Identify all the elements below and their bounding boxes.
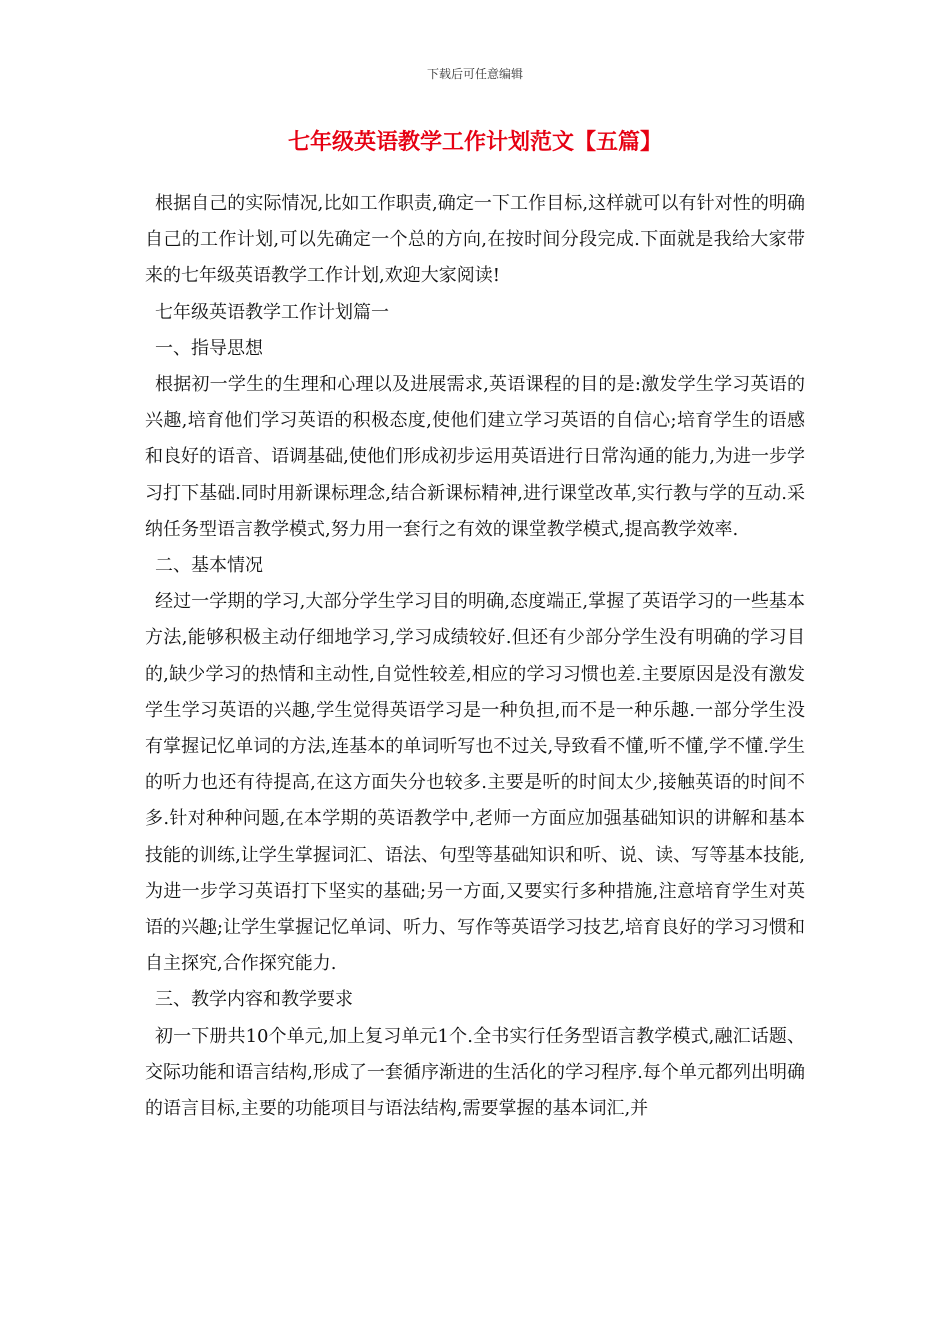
section-heading-part-one: 七年级英语教学工作计划篇一 (155, 301, 389, 323)
paragraph-basic-situation: 经过一学期的学习,大部分学生学习目的明确,态度端正,掌握了英语学习的一些基本方法,能够积极主动仔细地学习,学习成绩较好.但还有少部分学生没有明确的学习目的,缺少学习的热情和主动性,自觉性较差,相应的学习习惯也差.主要原因是没有激发学生学习英语的兴趣,学生觉得英语学习是一种负担,而不是一种乐趣.一部分学生没有掌握记忆单词的方法,连基本的单词听写也不过关,导致看不懂,听不懂,学不懂.学生的听力也还有待提高,在这方面失分也较多.主要是听的时间太少,接触英语的时间不多.针对种种问题,在本学期的英语教学中,老师一方面应加强基础知识的讲解和基本技能的训练,让学生掌握词汇、语法、句型等基础知识和听、说、读、写等基本技能,为进一步学习英语打下坚实的基础;另一方面,又要实行多种措施,注意培育学生对英语的兴趣;让学生掌握记忆单词、听力、写作等英语学习技艺,培育良好的学习习惯和自主探究,合作探究能力. (145, 591, 805, 975)
section-heading-basic-situation: 二、基本情况 (155, 555, 263, 577)
paragraph-guiding-ideology: 根据初一学生的生理和心理以及进展需求,英语课程的目的是:激发学生学习英语的兴趣,培育他们学习英语的积极态度,使他们建立学习英语的自信心;培育学生的语感和良好的语音、语调基础,使他们形成初步运用英语进行日常沟通的能力,为进一步学习打下基础.同时用新课标理念,结合新课标精神,进行课堂改革,实行教与学的互动.采纳任务型语言教学模式,努力用一套行之有效的课堂教学模式,提高教学效率. (145, 374, 805, 540)
document-body (145, 186, 805, 1127)
intro-paragraph: 根据自己的实际情况,比如工作职责,确定一下工作目标,这样就可以有针对性的明确自己的工作计划,可以先确定一个总的方向,在按时间分段完成.下面就是我给大家带来的七年级英语教学工作计划,欢迎大家阅读! (145, 193, 805, 287)
document-title: 七年级英语教学工作计划范文【五篇】 (287, 129, 662, 155)
section-heading-guiding-ideology: 一、指导思想 (155, 337, 263, 359)
section-heading-teaching-content: 三、教学内容和教学要求 (155, 989, 353, 1011)
paragraph-teaching-content: 初一下册共10个单元,加上复习单元1个.全书实行任务型语言教学模式,融汇话题、交际功能和语言结构,形成了一套循序渐进的生活化的学习程序.每个单元都列出明确的语言目标,主要的功能项目与语法结构,需要掌握的基本词汇,并 (145, 1025, 805, 1120)
header-note: 下载后可任意编辑 (426, 67, 523, 81)
